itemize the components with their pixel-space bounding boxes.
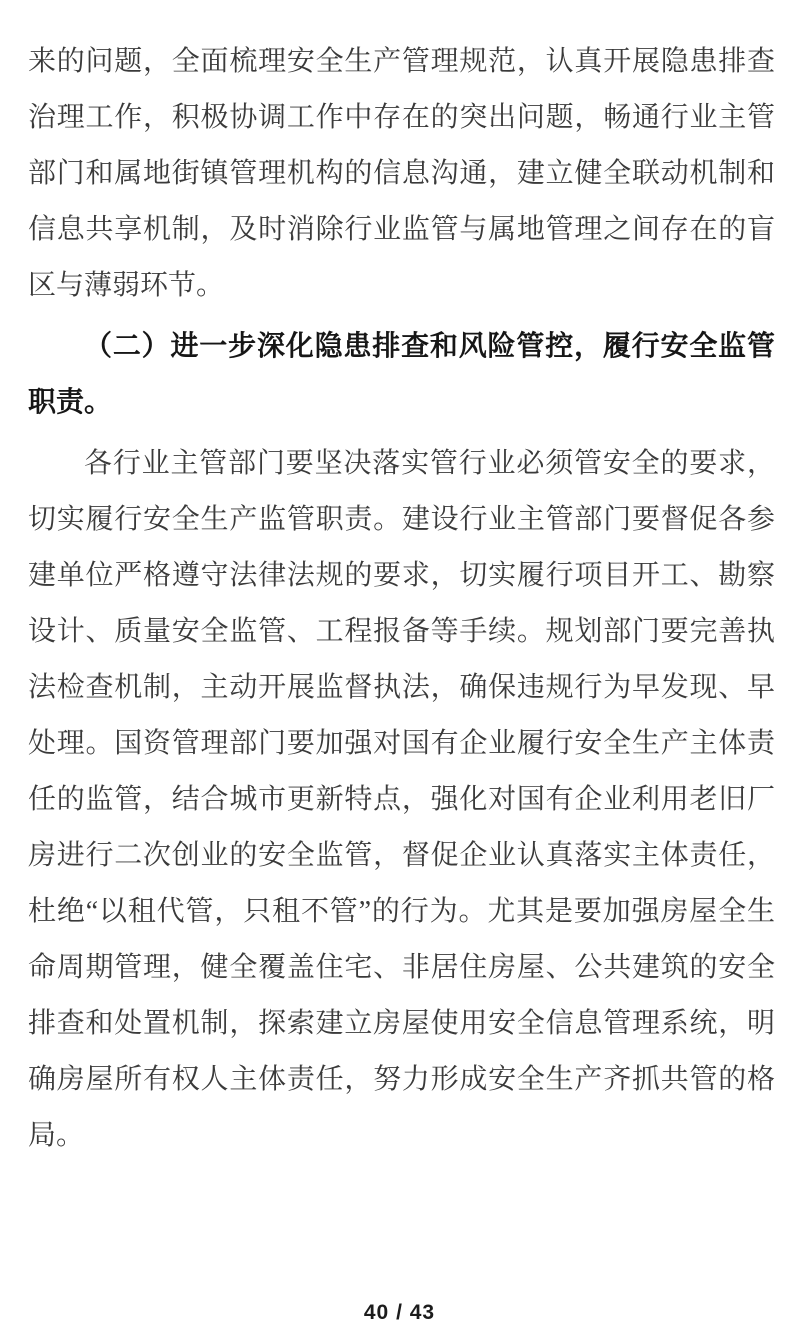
page-number: 40 / 43: [363, 1301, 436, 1324]
paragraph-body: 各行业主管部门要坚决落实管行业必须管安全的要求，切实履行安全生产监管职责。建设行业主管部门要督促各参建单位严格遵守法律法规的要求，切实履行项目开工、勘察设计、质量安全监管、工程报备等手续。规划部门要完善执法检查机制，主动开展监督执法，确保违规行为早发现、早处理。国资管理部门要加强对国有企业履行安全生产主体责任的监管，结合城市更新特点，强化对国有企业利用老旧厂房进行二次创业的安全监管，督促企业认真落实主体责任，杜绝“以租代管，只租不管”的行为。尤其是要加强房屋全生命周期管理，健全覆盖住宅、非居住房屋、公共建筑的安全排查和处置机制，探索建立房屋使用安全信息管理系统，明确房屋所有权人主体责任，努力形成安全生产齐抓共管的格局。: [28, 448, 775, 1151]
paragraph-continuation: 来的问题，全面梳理安全生产管理规范，认真开展隐患排查治理工作，积极协调工作中存在的突出问题，畅通行业主管部门和属地街镇管理机构的信息沟通，建立健全联动机制和信息共享机制，及时消除行业监管与属地管理之间存在的盲区与薄弱环节。: [28, 46, 775, 301]
section-heading: （二）进一步深化隐患排查和风险管控，履行安全监管职责。: [28, 331, 775, 418]
